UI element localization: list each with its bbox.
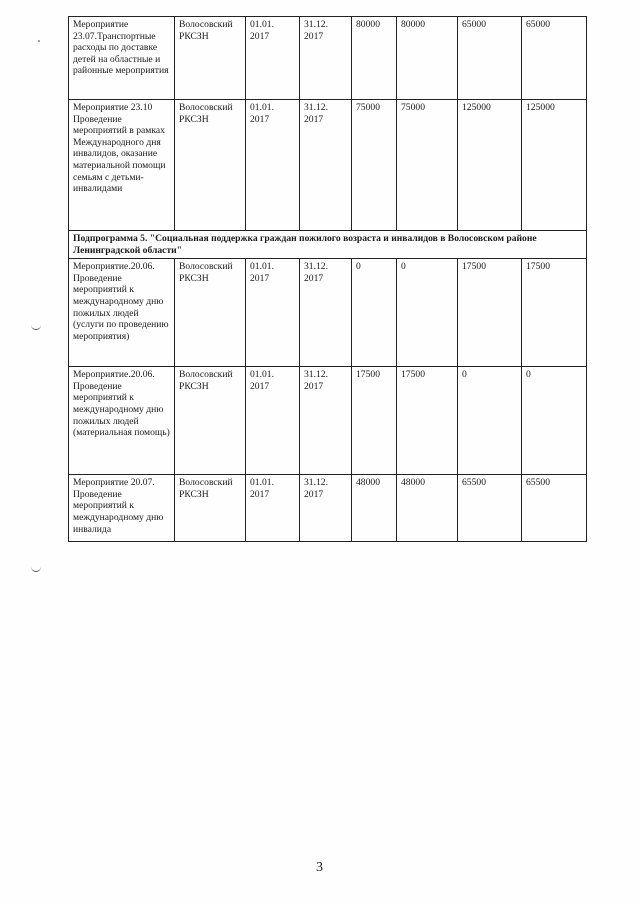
executor-cell: Волосовский РКСЗН	[175, 259, 246, 367]
amount-cell: 17500	[397, 367, 458, 475]
event-cell: Мероприятие 23.10 Проведение мероприятий в рамках Международного дня инвалидов, оказание материальной помощи семьям с детьми-инвалидами	[69, 100, 175, 231]
amount-cell: 65000	[522, 17, 587, 100]
page-number: 3	[316, 860, 323, 875]
event-cell: Мероприятие 20.07. Проведение мероприятий к международному дню инвалида	[69, 475, 175, 542]
end-date-cell: 31.12. 2017	[300, 17, 352, 100]
event-cell: Мероприятие.20.06. Проведение мероприятий к международному дню пожилых людей (материальная помощь)	[69, 367, 175, 475]
amount-cell: 65500	[522, 475, 587, 542]
amount-cell: 80000	[352, 17, 397, 100]
start-date-cell: 01.01. 2017	[246, 475, 300, 542]
amount-cell: 48000	[397, 475, 458, 542]
scan-speck	[38, 40, 40, 42]
amount-cell: 0	[397, 259, 458, 367]
table-row	[69, 17, 587, 100]
amount-cell: 17500	[458, 259, 522, 367]
end-date-cell: 31.12. 2017	[300, 475, 352, 542]
amount-cell: 65000	[458, 17, 522, 100]
amount-cell: 17500	[352, 367, 397, 475]
amount-cell: 17500	[522, 259, 587, 367]
end-date-cell: 31.12. 2017	[300, 100, 352, 231]
executor-cell: Волосовский РКСЗН	[175, 367, 246, 475]
amount-cell: 0	[458, 367, 522, 475]
start-date-cell: 01.01. 2017	[246, 17, 300, 100]
amount-cell: 125000	[522, 100, 587, 231]
executor-cell: Волосовский РКСЗН	[175, 17, 246, 100]
start-date-cell: 01.01. 2017	[246, 367, 300, 475]
end-date-cell: 31.12. 2017	[300, 367, 352, 475]
end-date-cell: 31.12. 2017	[300, 259, 352, 367]
event-cell: Мероприятие 23.07.Транспортные расходы по доставке детей на областные и районные мероприятия	[69, 17, 175, 100]
executor-cell: Волосовский РКСЗН	[175, 100, 246, 231]
table-row	[69, 100, 587, 231]
event-cell: Мероприятие.20.06. Проведение мероприятий к международному дню пожилых людей (услуги по проведению мероприятия)	[69, 259, 175, 367]
amount-cell: 125000	[458, 100, 522, 231]
program-table	[68, 16, 587, 542]
start-date-cell: 01.01. 2017	[246, 100, 300, 231]
executor-cell: Волосовский РКСЗН	[175, 475, 246, 542]
scan-margin-mark	[31, 567, 41, 572]
table-row	[69, 259, 587, 367]
amount-cell: 48000	[352, 475, 397, 542]
table-row	[69, 367, 587, 475]
amount-cell: 75000	[397, 100, 458, 231]
scan-margin-mark	[31, 325, 41, 330]
amount-cell: 75000	[352, 100, 397, 231]
amount-cell: 0	[522, 367, 587, 475]
table-row	[69, 475, 587, 542]
amount-cell: 80000	[397, 17, 458, 100]
amount-cell: 65500	[458, 475, 522, 542]
start-date-cell: 01.01. 2017	[246, 259, 300, 367]
subprogram-title: Подпрограмма 5. "Социальная поддержка граждан пожилого возраста и инвалидов в Волосовском районе Ленинградской области"	[69, 231, 587, 259]
amount-cell: 0	[352, 259, 397, 367]
subprogram-row	[69, 231, 587, 259]
